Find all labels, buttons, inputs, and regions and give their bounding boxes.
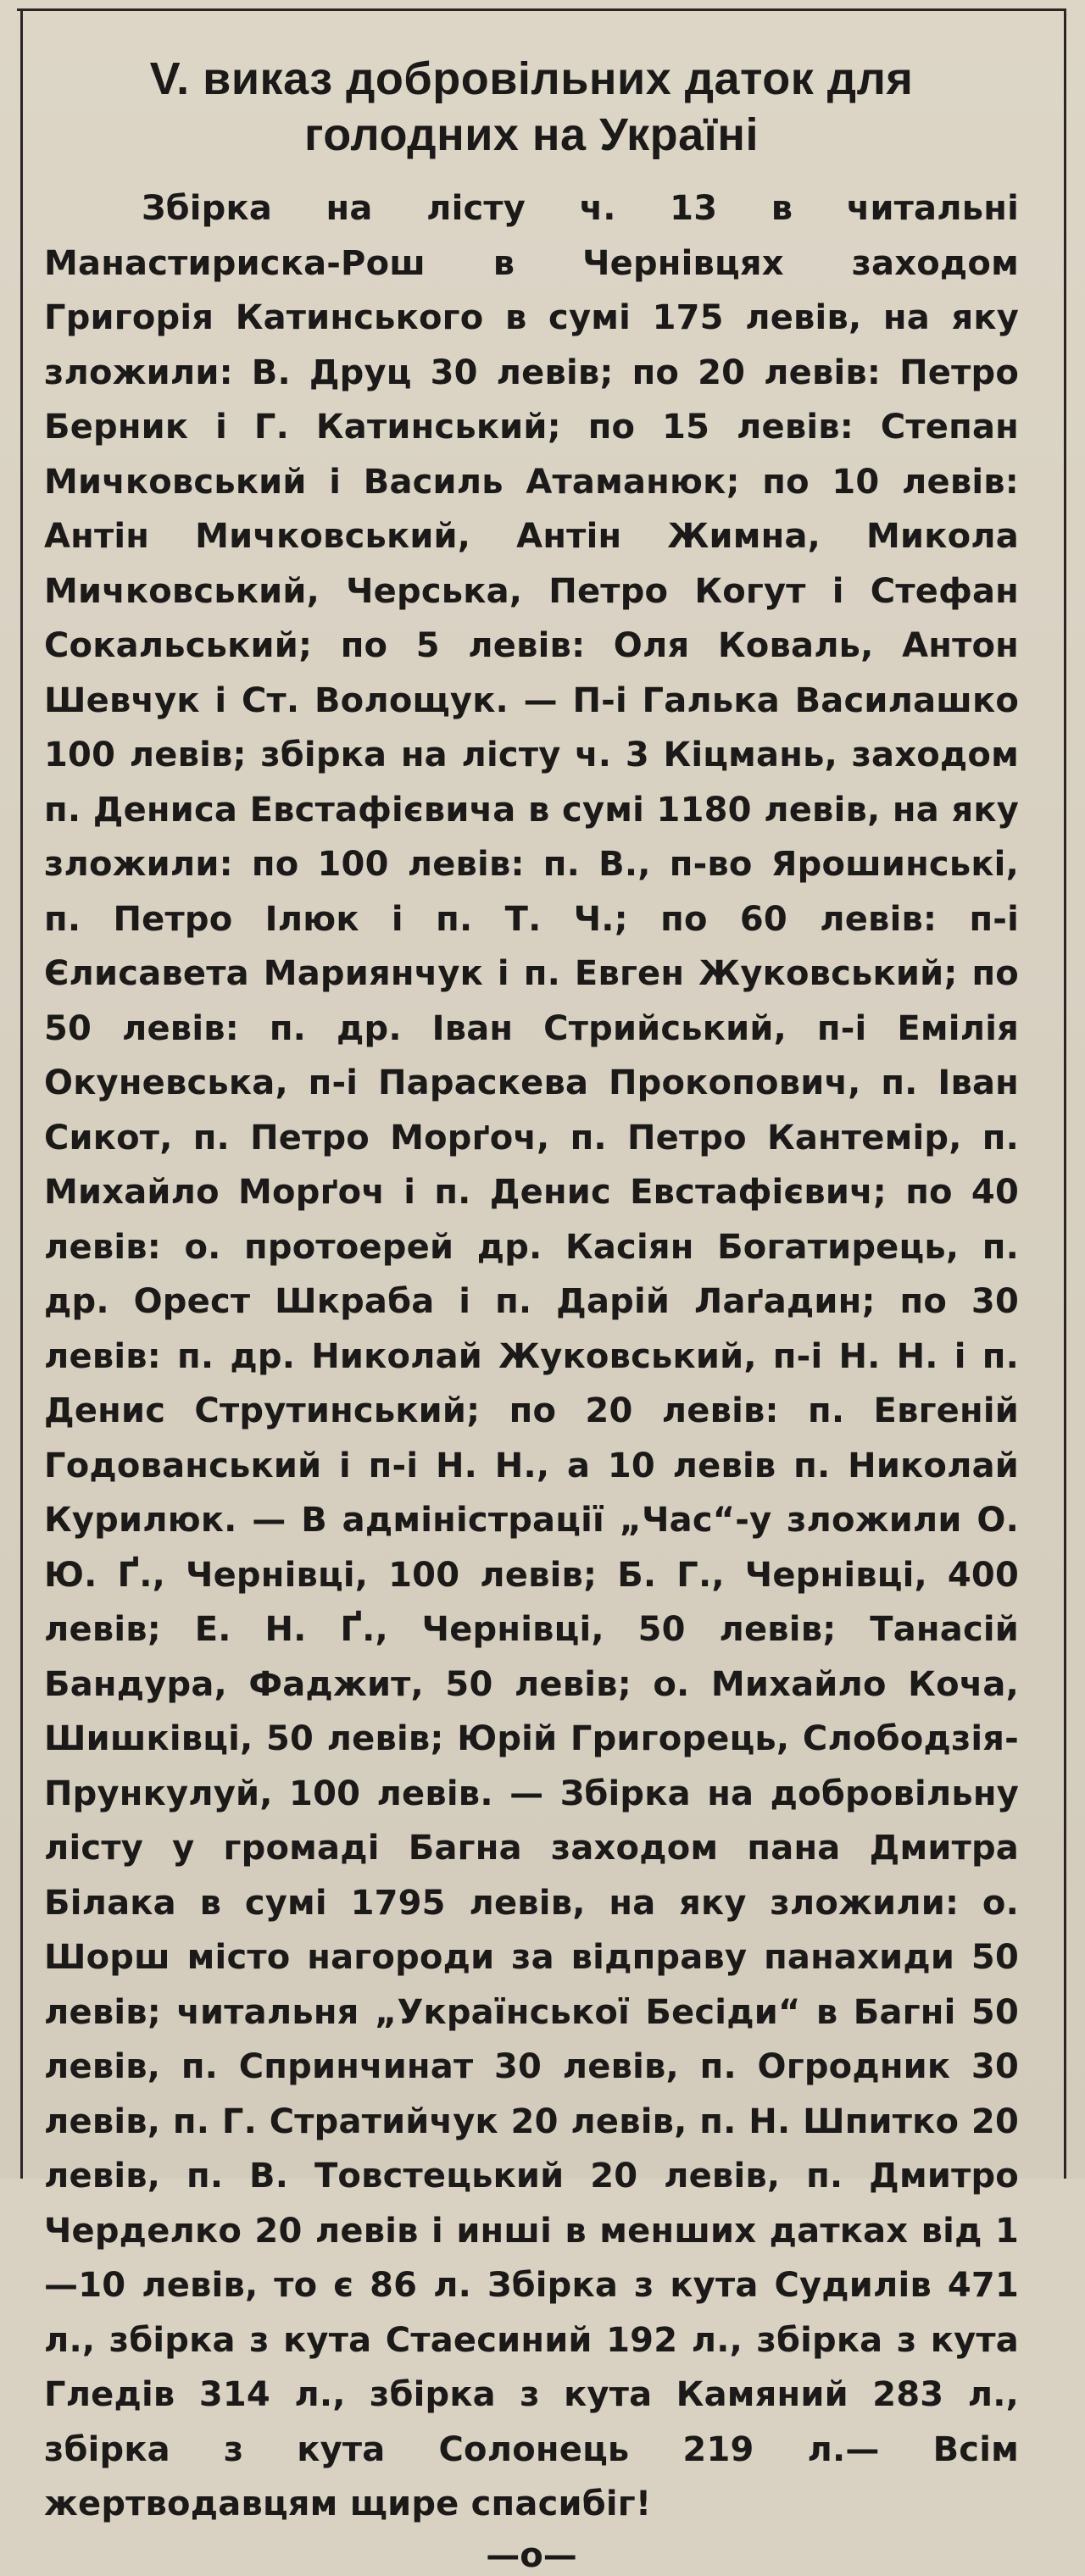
article-end-mark: —o— [486,2535,577,2575]
article-body: Збірка на лісту ч. 13 в читальні Манастириска-Рош в Чернівцях заходом Григорія Катинського в сумі 175 левів, на яку зложили: В. Друц 30 левів; по 20 левів: Петро Берник і Г. Катинський; по 15 левів: Степан Мичковський і Василь Атаманюк; по 10 левів: Антін Мичковський, Антін Жимна, Микола Мичковський, Черська, Петро Когут і Стефан Сокальський; по 5 левів: Оля Коваль, Антон Шевчук і Ст. Волощук. — П-і Галька Василашко 100 левів; збірка на лісту ч. 3 Кіцмань, заходом п. Дениса Евстафієвича в сумі 1180 левів, на яку зложили: по 100 левів: п. В., п-во Ярошинські, п. Петро Ілюк і п. Т. Ч.; по 60 левів: п-і Єлисавета Мариянчук і п. Евген Жуковський; по 50 левів: п. др. Іван Стрийський, п-і Емілія Окуневська, п-і Параскева Прокопович, п. Іван Сикот, п. Петро Морґоч, п. Петро Кантемір, п. Михайло Морґоч і п. Денис Евстафієвич; по 40 левів: о. протоерей др. Касіян Богатирець, п. др. Орест Шкраба і п. Дарій Лаґадин; по 30 левів: п. др. Николай Жуковський, п-і Н. Н. і п. Денис Струтинський; по 20 левів: п. Евгеній Годованський і п-і Н. Н., а 10 левів п. Николай Курилюк. — В адміністрації „Час“-у зложили О. Ю. Ґ., Чернівці, 100 левів; Б. Г., Чернівці, 400 левів; Е. Н. Ґ., Чернівці, 50 левів; Танасій Бандура, Фаджит, 50 левів; о. Михайло Коча, Шишківці, 50 левів; Юрій Григорець, Слободзія-Прункулуй, 100 левів. — Збірка на добровільну лісту у громаді Багна заходом пана Дмитра Білака в сумі 1795 левів, на яку зложили: о. Шорш місто нагороди за відправу панахиди 50 левів; читальня „Української Бесіди“ в Багні 50 левів, п. Спринчинат 30 левів, п. Огродник 30 левів, п. Г. Стратийчук 20 левів, п. Н. Шпитко 20 левів, п. В. Товстецький 20 левів, п. Дмитро Черделко 20 левів і инші в менших датках від 1—10 левів, то є 86 л. Збірка з кута Судилів 471 л., збірка з кута Стаесиний 192 л., збірка з кута Гледів 314 л., збірка з кута Камяний 283 л., збірка з кута Солонець 219 л.— Всім жертводавцям щире спасибіг! [44,189,1019,2523]
column-left-rule [20,8,23,2179]
article-headline: V. виказ добровільних даток для голодних на Україні [149,53,914,160]
column-top-rule [17,8,1066,11]
column-right-rule [1064,8,1066,2179]
article [44,51,1019,2576]
